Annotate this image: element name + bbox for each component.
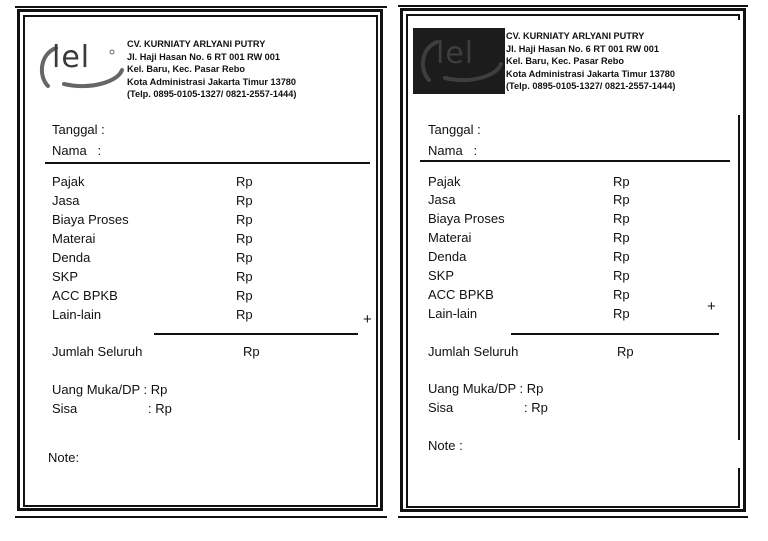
item-label: Materai <box>52 231 96 246</box>
total-currency: Rp <box>243 344 260 359</box>
item-label: ACC BPKB <box>52 288 118 303</box>
item-currency: Rp <box>236 231 253 246</box>
item-label: Lain-lain <box>52 307 102 322</box>
item-label: Pajak <box>52 174 85 189</box>
company-address-line3: Kota Administrasi Jakarta Timur 13780 <box>506 68 676 79</box>
remaining-value: : Rp <box>148 401 172 416</box>
item-currency: Rp <box>236 307 253 322</box>
receipt-right-bottom-rule <box>398 516 748 518</box>
company-address-line1: Jl. Haji Hasan No. 6 RT 001 RW 001 <box>127 51 281 62</box>
plus-sign: + <box>363 311 372 328</box>
company-phone: (Telp. 0895-0105-1327/ 0821-2557-1444) <box>127 89 297 100</box>
plus-sign: + <box>707 298 716 315</box>
item-label: Jasa <box>52 193 80 208</box>
item-currency: Rp <box>613 174 630 189</box>
item-label: Biaya Proses <box>52 212 129 227</box>
company-logo-text: lel <box>52 40 91 75</box>
total-currency: Rp <box>617 344 634 359</box>
total-label: Jumlah Seluruh <box>52 344 143 359</box>
company-address-line2: Kel. Baru, Kec. Pasar Rebo <box>506 56 624 67</box>
border-gap <box>738 20 742 115</box>
item-label: Biaya Proses <box>428 211 505 226</box>
item-currency: Rp <box>236 250 253 265</box>
item-label: Denda <box>52 250 91 265</box>
item-currency: Rp <box>613 306 630 321</box>
name-label: Nama : <box>52 143 102 158</box>
item-label: SKP <box>428 268 455 283</box>
company-name: CV. KURNIATY ARLYANI PUTRY <box>506 31 645 41</box>
item-currency: Rp <box>236 269 253 284</box>
item-label: SKP <box>52 269 79 284</box>
item-currency: Rp <box>236 212 253 227</box>
item-currency: Rp <box>613 249 630 264</box>
company-address-line3: Kota Administrasi Jakarta Timur 13780 <box>127 76 297 87</box>
remaining-label: Sisa <box>428 400 454 415</box>
item-label: Lain-lain <box>428 306 478 321</box>
company-address-line2: Kel. Baru, Kec. Pasar Rebo <box>127 64 245 75</box>
sum-line <box>511 333 719 335</box>
date-label: Tanggal : <box>52 122 105 137</box>
note-label: Note: <box>48 450 80 465</box>
header-divider <box>420 160 730 162</box>
remaining-value: : Rp <box>524 400 548 415</box>
item-currency: Rp <box>236 288 253 303</box>
company-info-right <box>506 30 675 93</box>
item-currency: Rp <box>613 211 630 226</box>
company-logo-text: lel <box>436 36 475 71</box>
date-label: Tanggal : <box>428 122 481 137</box>
item-currency: Rp <box>613 230 630 245</box>
item-currency: Rp <box>236 193 253 208</box>
item-label: Denda <box>428 249 467 264</box>
border-gap <box>738 440 742 468</box>
receipt-left-bottom-rule <box>15 516 387 518</box>
remaining-label: Sisa <box>52 401 78 416</box>
company-info-left <box>127 38 296 101</box>
sum-line <box>154 333 358 335</box>
item-currency: Rp <box>613 192 630 207</box>
down-payment-label: Uang Muka/DP : Rp <box>52 382 168 397</box>
down-payment-label: Uang Muka/DP : Rp <box>428 381 544 396</box>
item-label: Pajak <box>428 174 461 189</box>
note-label: Note : <box>428 438 463 453</box>
name-label: Nama : <box>428 143 478 158</box>
item-currency: Rp <box>613 268 630 283</box>
header-divider <box>45 162 370 164</box>
receipt-left-top-rule <box>15 6 387 8</box>
company-address-line1: Jl. Haji Hasan No. 6 RT 001 RW 001 <box>506 43 660 54</box>
total-label: Jumlah Seluruh <box>428 344 519 359</box>
item-currency: Rp <box>236 174 253 189</box>
company-phone: (Telp. 0895-0105-1327/ 0821-2557-1444) <box>506 81 676 92</box>
company-name: CV. KURNIATY ARLYANI PUTRY <box>127 39 266 49</box>
item-label: ACC BPKB <box>428 287 494 302</box>
item-label: Materai <box>428 230 472 245</box>
item-label: Jasa <box>428 192 456 207</box>
item-currency: Rp <box>613 287 630 302</box>
receipt-right-top-rule <box>398 5 748 7</box>
